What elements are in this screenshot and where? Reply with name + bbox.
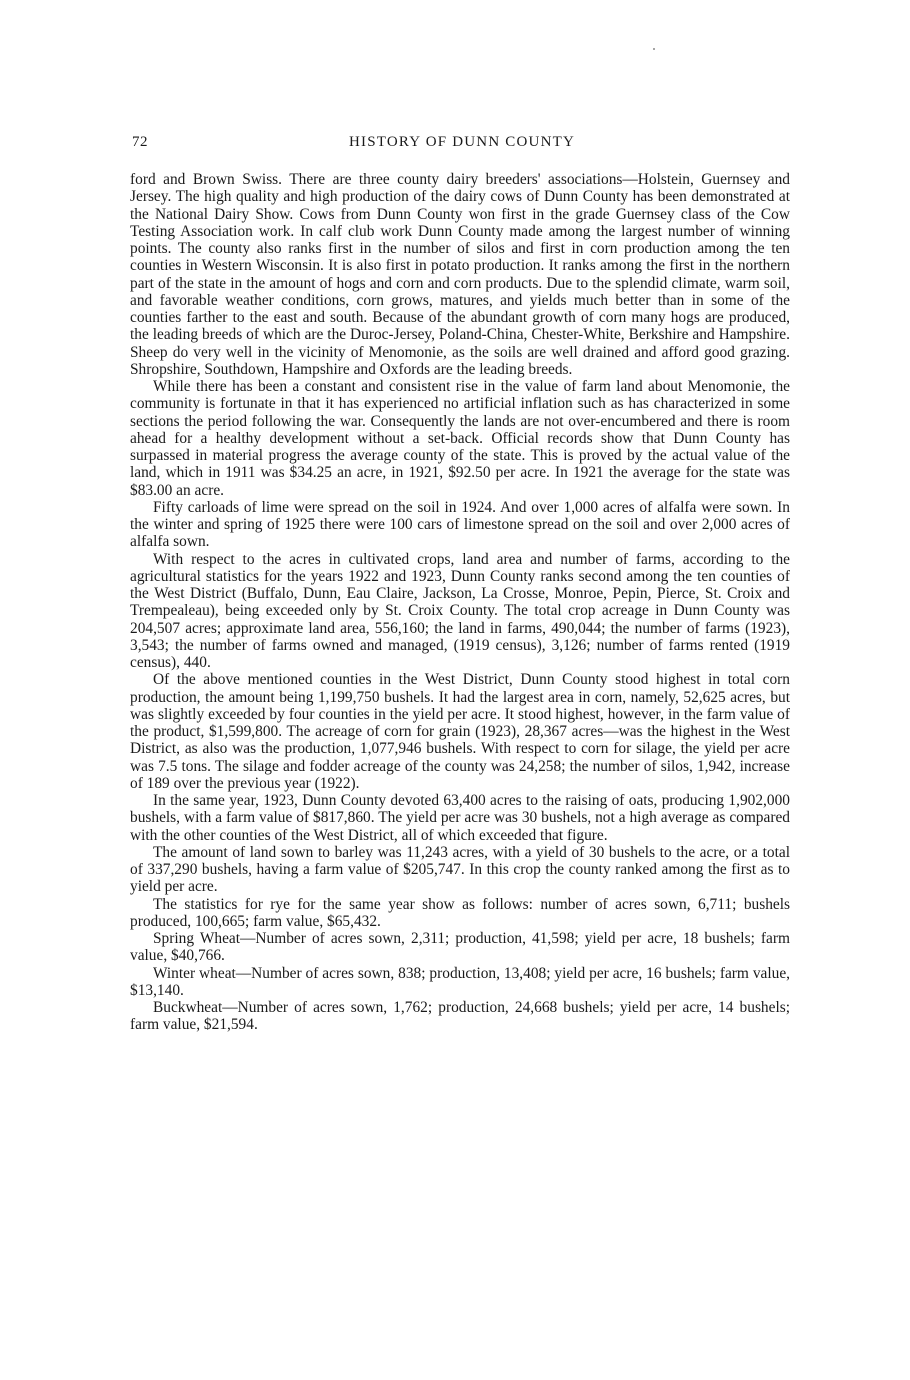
paragraph: Spring Wheat—Number of acres sown, 2,311; production, 41,598; yield per acre, 18 bushels; farm value, $40,766. xyxy=(130,930,790,965)
paragraph: ford and Brown Swiss. There are three county dairy breeders' associations—Holstein, Guernsey and Jersey. The high quality and high production of the dairy cows of Dunn County has been demonstrated at the National Dairy Show. Cows from Dunn County won first in the grade Guernsey class of the Cow Testing Association work. In calf club work Dunn County made among the largest number of winning points. The county also ranks first in the number of silos and first in corn production among the ten counties in Western Wisconsin. It is also first in potato production. It ranks among the first in the northern part of the state in the amount of hogs and corn and corn products. Due to the splendid climate, warm soil, and favorable weather conditions, corn grows, matures, and yields much better than in some of the counties farther to the east and south. Because of the abundant growth of corn many hogs are produced, the leading breeds of which are the Duroc-Jersey, Poland-China, Chester-White, Berkshire and Hampshire. Sheep do very well in the vicinity of Menomonie, as the soils are well drained and afford good grazing. Shropshire, Southdown, Hampshire and Oxfords are the leading breeds. xyxy=(130,171,790,378)
paragraph: Buckwheat—Number of acres sown, 1,762; production, 24,668 bushels; yield per acre, 14 bushels; farm value, $21,594. xyxy=(130,999,790,1034)
paper-speck xyxy=(653,48,655,50)
page-number: 72 xyxy=(132,134,148,150)
body-text xyxy=(130,171,790,1034)
paragraph: With respect to the acres in cultivated crops, land area and number of farms, according to the agricultural statistics for the years 1922 and 1923, Dunn County ranks second among the ten counties of the West District (Buffalo, Dunn, Eau Claire, Jackson, La Crosse, Monroe, Pepin, Pierce, St. Croix and Trempealeau), being exceeded only by St. Croix County. The total crop acreage in Dunn County was 204,507 acres; approximate land area, 556,160; the land in farms, 490,044; the number of farms (1923), 3,543; the number of farms owned and managed, (1919 census), 3,126; number of farms rented (1919 census), 440. xyxy=(130,550,790,671)
paragraph: While there has been a constant and consistent rise in the value of farm land about Menomonie, the community is fortunate in that it has experienced no artificial inflation such as has characterized in some sections the period following the war. Consequently the lands are not over-encumbered and there is room ahead for a healthy development without a set-back. Official records show that Dunn County has surpassed in material progress the average county of the state. This is proved by the actual value of the land, which in 1911 was $34.25 an acre, in 1921, $92.50 per acre. In 1921 the average for the state was $83.00 an acre. xyxy=(130,378,790,499)
paragraph: The statistics for rye for the same year show as follows: number of acres sown, 6,711; bushels produced, 100,665; farm value, $65,432. xyxy=(130,895,790,930)
running-head xyxy=(132,134,792,156)
paragraph: Winter wheat—Number of acres sown, 838; production, 13,408; yield per acre, 16 bushels; farm value, $13,140. xyxy=(130,964,790,999)
page-title: HISTORY OF DUNN COUNTY xyxy=(349,134,575,150)
paragraph: The amount of land sown to barley was 11,243 acres, with a yield of 30 bushels to the acre, or a total of 337,290 bushels, having a farm value of $205,747. In this crop the county ranked among the first as to yield per acre. xyxy=(130,843,790,896)
paragraph: Fifty carloads of lime were spread on the soil in 1924. And over 1,000 acres of alfalfa were sown. In the winter and spring of 1925 there were 100 cars of limestone spread on the soil and over 2,000 acres of alfalfa sown. xyxy=(130,498,790,551)
paragraph: In the same year, 1923, Dunn County devoted 63,400 acres to the raising of oats, producing 1,902,000 bushels, with a farm value of $817,860. The yield per acre was 30 bushels, not a high average as compared with the other counties of the West District, all of which exceeded that figure. xyxy=(130,792,790,844)
paragraph: Of the above mentioned counties in the West District, Dunn County stood highest in total corn production, the amount being 1,199,750 bushels. It had the largest area in corn, namely, 52,625 acres, but was slightly exceeded by four counties in the yield per acre. It stood highest, however, in the farm value of the product, $1,599,800. The acreage of corn for grain (1923), 28,367 acres—was the highest in the West District, as also was the production, 1,077,946 bushels. With respect to corn for silage, the yield per acre was 7.5 tons. The silage and fodder acreage of the county was 24,258; the number of silos, 1,942, increase of 189 over the previous year (1922). xyxy=(130,671,790,792)
